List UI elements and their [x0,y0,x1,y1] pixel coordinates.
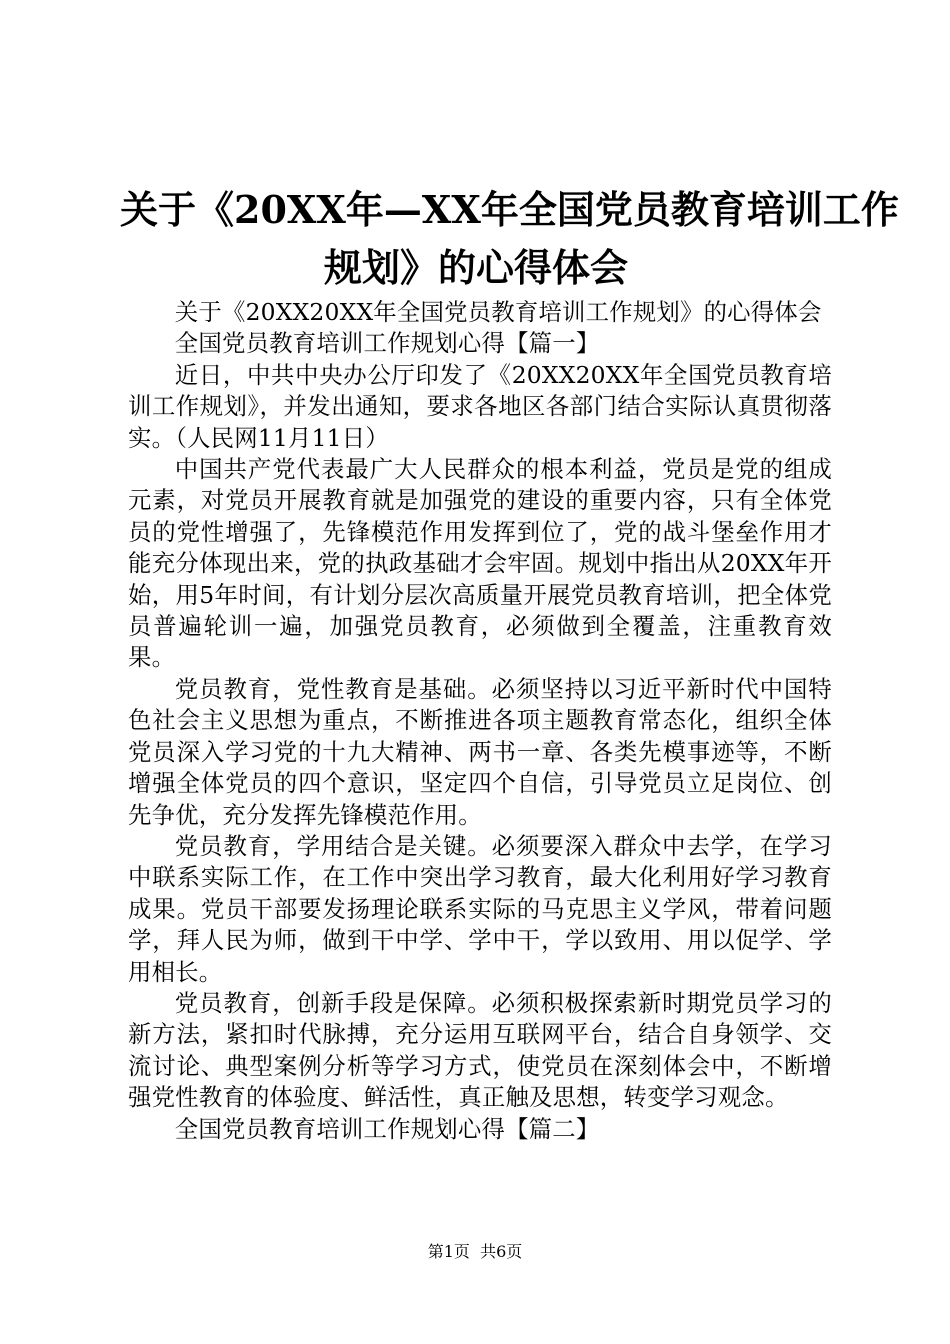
intro-paragraph: 关于《20XX20XX年全国党员教育培训工作规划》的心得体会 [174,298,822,326]
body-paragraph: 党员教育，创新手段是保障。必须积极探索新时期党员学习的新方法，紧扣时代脉搏，充分运用互联网平台，结合自身领学、交流讨论、典型案例分析等学习方式，使党员在深刻体会中，不断增强党性教育的体验度、鲜活性，真正触及思想，转变学习观念。 [128,988,832,1112]
document-body [128,297,832,1145]
page-number-footer: 第1页 共6页 [427,1242,523,1261]
section-heading-part-one: 全国党员教育培训工作规划心得【篇一】 [174,329,600,358]
document-title-line-1: 关于《20XX年—XX年全国党员教育培训工作 [120,187,899,232]
body-paragraph: 中国共产党代表最广大人民群众的根本利益，党员是党的组成元素，对党员开展教育就是加强党的建设的重要内容，只有全体党员的党性增强了，先锋模范作用发挥到位了，党的战斗堡垒作用才能充分体现出来，党的执政基础才会牢固。规划中指出从20XX年开始，用5年时间，有计划分层次高质量开展党员教育培训，把全体党员普遍轮训一遍，加强党员教育，必须做到全覆盖，注重教育效果。 [128,455,832,672]
body-paragraph: 党员教育，党性教育是基础。必须坚持以习近平新时代中国特色社会主义思想为重点，不断推进各项主题教育常态化，组织全体党员深入学习党的十九大精神、两书一章、各类先模事迹等，不断增强全体党员的四个意识，坚定四个自信，引导党员立足岗位、创先争优，充分发挥先锋模范作用。 [128,674,832,829]
body-paragraph: 党员教育，学用结合是关键。必须要深入群众中去学，在学习中联系实际工作，在工作中突出学习教育，最大化利用好学习教育成果。党员干部要发扬理论联系实际的马克思主义学风，带着问题学，拜人民为师，做到干中学、学中干，学以致用、用以促学、学用相长。 [128,831,832,986]
document-title-line-2: 规划》的心得体会 [323,245,628,290]
section-heading-part-two: 全国党员教育培训工作规划心得【篇二】 [174,1114,600,1143]
body-paragraph: 近日，中共中央办公厅印发了《20XX20XX年全国党员教育培训工作规划》，并发出通知，要求各地区各部门结合实际认真贯彻落实。（人民网11月11日） [128,360,832,452]
